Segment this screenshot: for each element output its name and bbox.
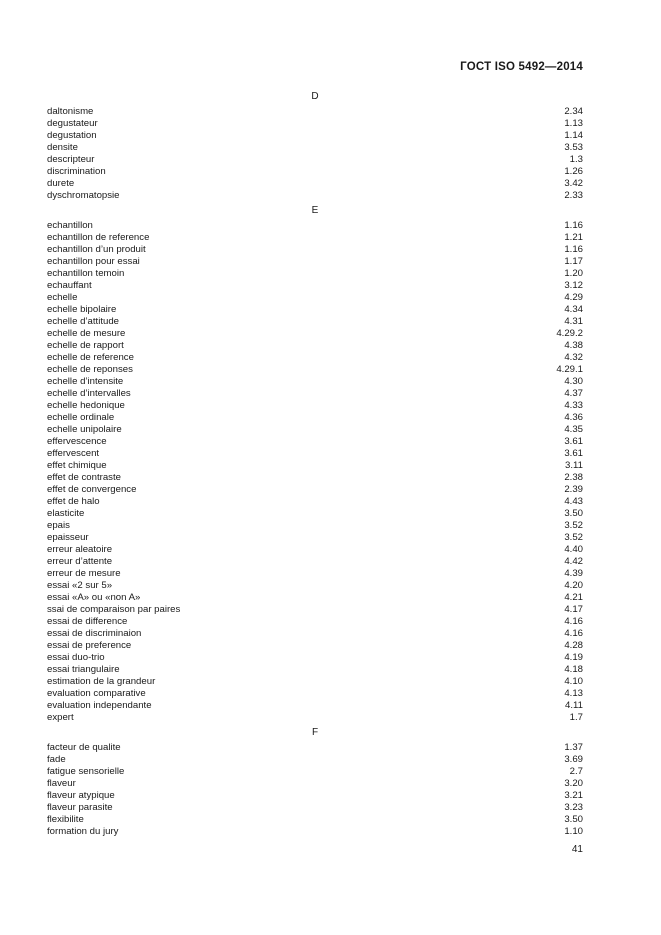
entry-reference: 3.61 (564, 448, 583, 459)
index-entry (47, 532, 583, 544)
index-entry (47, 508, 583, 520)
index-entry (47, 352, 583, 364)
entry-reference: 1.16 (564, 244, 583, 255)
index-entry (47, 778, 583, 790)
entry-reference: 1.10 (564, 826, 583, 837)
entry-reference: 3.61 (564, 436, 583, 447)
entry-term: effet de halo (47, 496, 100, 507)
entry-term: echelle (47, 292, 78, 303)
entry-reference: 4.16 (564, 628, 583, 639)
entry-term: descripteur (47, 154, 95, 165)
entry-reference: 4.37 (564, 388, 583, 399)
entry-term: echantillon pour essai (47, 256, 140, 267)
entry-term: epaisseur (47, 532, 89, 543)
entry-reference: 3.69 (564, 754, 583, 765)
entry-term: echelle d’intensite (47, 376, 124, 387)
index-entry (47, 340, 583, 352)
entry-term: echelle d’intervalles (47, 388, 131, 399)
index-entry (47, 118, 583, 130)
index-entry (47, 412, 583, 424)
index-entry (47, 436, 583, 448)
entry-term: discrimination (47, 166, 106, 177)
entry-term: dyschromatopsie (47, 190, 120, 201)
index-entry (47, 316, 583, 328)
index-entry (47, 802, 583, 814)
entry-term: formation du jury (47, 826, 119, 837)
entry-term: echelle de reference (47, 352, 134, 363)
entry-term: flaveur (47, 778, 76, 789)
entry-term: flexibilite (47, 814, 84, 825)
index-entry (47, 712, 583, 724)
index-entry (47, 664, 583, 676)
entry-reference: 1.21 (564, 232, 583, 243)
section-letter: D (311, 91, 319, 102)
entry-term: erreur aleatoire (47, 544, 113, 555)
entry-term: epais (47, 520, 70, 531)
index-entry (47, 154, 583, 166)
index-entry (47, 424, 583, 436)
entry-reference: 2.38 (564, 472, 583, 483)
entry-reference: 1.26 (564, 166, 583, 177)
entry-term: evaluation comparative (47, 688, 146, 699)
index-entry (47, 268, 583, 280)
entry-term: estimation de la grandeur (47, 676, 156, 687)
entry-term: effet de convergence (47, 484, 137, 495)
index-entry (47, 328, 583, 340)
entry-reference: 3.52 (564, 532, 583, 543)
entry-term: essai de preference (47, 640, 132, 651)
entry-reference: 3.50 (564, 508, 583, 519)
entry-term: fade (47, 754, 66, 765)
index-section (47, 727, 583, 838)
index-entry (47, 604, 583, 616)
standard-header: ГОСТ ISO 5492—2014 (460, 61, 583, 73)
index-entry (47, 166, 583, 178)
entry-term: degustation (47, 130, 97, 141)
entry-reference: 4.13 (564, 688, 583, 699)
entry-reference: 4.11 (565, 700, 583, 711)
index-entry (47, 130, 583, 142)
entry-reference: 4.35 (564, 424, 583, 435)
index-section (47, 91, 583, 202)
entry-reference: 4.31 (564, 316, 583, 327)
entry-term: essai «2 sur 5» (47, 580, 113, 591)
entry-reference: 4.34 (564, 304, 583, 315)
entry-term: erreur d’attente (47, 556, 113, 567)
entry-term: essai de difference (47, 616, 128, 627)
entry-reference: 4.17 (564, 604, 583, 615)
entry-term: expert (47, 712, 74, 723)
index-entry (47, 742, 583, 754)
entry-reference: 4.33 (564, 400, 583, 411)
entry-term: echantillon temoin (47, 268, 125, 279)
entry-term: echelle bipolaire (47, 304, 117, 315)
page-number: 41 (571, 844, 583, 855)
entry-term: essai de discriminaion (47, 628, 142, 639)
entry-term: daltonisme (47, 106, 94, 117)
section-letter: E (311, 205, 319, 216)
entry-reference: 4.28 (564, 640, 583, 651)
index-entry (47, 700, 583, 712)
entry-term: echelle ordinale (47, 412, 115, 423)
entry-term: flaveur parasite (47, 802, 113, 813)
entry-reference: 4.29.1 (556, 364, 583, 375)
index-entry (47, 544, 583, 556)
entry-term: evaluation independante (47, 700, 152, 711)
index-entry (47, 364, 583, 376)
index-entry (47, 460, 583, 472)
entry-reference: 1.7 (569, 712, 583, 723)
index-section (47, 205, 583, 724)
entry-reference: 4.19 (564, 652, 583, 663)
entry-reference: 1.13 (564, 118, 583, 129)
index-entry (47, 640, 583, 652)
index-entry (47, 556, 583, 568)
entry-reference: 3.12 (564, 280, 583, 291)
index-entry (47, 280, 583, 292)
entry-reference: 3.50 (564, 814, 583, 825)
entry-reference: 4.30 (564, 376, 583, 387)
entry-term: degustateur (47, 118, 98, 129)
entry-term: echantillon de reference (47, 232, 150, 243)
entry-reference: 4.42 (564, 556, 583, 567)
index-entry (47, 568, 583, 580)
entry-reference: 3.52 (564, 520, 583, 531)
entry-term: echelle unipolaire (47, 424, 122, 435)
entry-reference: 3.23 (564, 802, 583, 813)
index-content (47, 91, 583, 838)
index-entry (47, 790, 583, 802)
index-entry (47, 688, 583, 700)
entry-term: fatigue sensorielle (47, 766, 125, 777)
entry-term: essai triangulaire (47, 664, 120, 675)
index-entry (47, 376, 583, 388)
index-entry (47, 232, 583, 244)
entry-term: echelle de rapport (47, 340, 124, 351)
entry-reference: 1.3 (569, 154, 583, 165)
index-entry (47, 178, 583, 190)
entry-term: flaveur atypique (47, 790, 115, 801)
entry-reference: 1.14 (564, 130, 583, 141)
entry-term: essai «A» ou «non A» (47, 592, 141, 603)
entry-term: echelle de mesure (47, 328, 126, 339)
entry-term: effervescence (47, 436, 107, 447)
entry-reference: 3.21 (564, 790, 583, 801)
entry-reference: 4.10 (564, 676, 583, 687)
index-entry (47, 496, 583, 508)
index-entry (47, 628, 583, 640)
index-entry (47, 142, 583, 154)
entry-term: echelle d’attitude (47, 316, 120, 327)
index-entry (47, 484, 583, 496)
entry-reference: 1.20 (564, 268, 583, 279)
entry-reference: 3.42 (564, 178, 583, 189)
entry-term: echelle hedonique (47, 400, 125, 411)
entry-term: elasticite (47, 508, 85, 519)
index-entry (47, 766, 583, 778)
entry-reference: 2.7 (569, 766, 583, 777)
index-entry (47, 652, 583, 664)
index-entry (47, 472, 583, 484)
entry-term: facteur de qualite (47, 742, 121, 753)
entry-term: essai duo-trio (47, 652, 105, 663)
index-entry (47, 256, 583, 268)
entry-reference: 4.29.2 (556, 328, 583, 339)
entry-reference: 4.32 (564, 352, 583, 363)
entry-reference: 3.20 (564, 778, 583, 789)
index-entry (47, 220, 583, 232)
entry-term: effet chimique (47, 460, 107, 471)
index-entry (47, 244, 583, 256)
entry-term: erreur de mesure (47, 568, 121, 579)
entry-term: effet de contraste (47, 472, 121, 483)
index-entry (47, 580, 583, 592)
index-entry (47, 616, 583, 628)
index-entry (47, 448, 583, 460)
entry-reference: 2.34 (564, 106, 583, 117)
entry-reference: 4.40 (564, 544, 583, 555)
entry-reference: 1.17 (564, 256, 583, 267)
index-entry (47, 292, 583, 304)
index-entry (47, 400, 583, 412)
index-entry (47, 826, 583, 838)
entry-reference: 2.39 (564, 484, 583, 495)
entry-reference: 1.16 (564, 220, 583, 231)
entry-reference: 3.53 (564, 142, 583, 153)
index-entry (47, 814, 583, 826)
entry-reference: 4.29 (564, 292, 583, 303)
index-entry (47, 106, 583, 118)
entry-reference: 4.20 (564, 580, 583, 591)
entry-reference: 4.38 (564, 340, 583, 351)
entry-term: durete (47, 178, 75, 189)
index-entry (47, 520, 583, 532)
entry-term: echantillon d’un produit (47, 244, 146, 255)
entry-term: echantillon (47, 220, 93, 231)
entry-reference: 4.39 (564, 568, 583, 579)
index-entry (47, 676, 583, 688)
section-letter: F (311, 727, 319, 738)
index-entry (47, 388, 583, 400)
entry-reference: 4.36 (564, 412, 583, 423)
index-entry (47, 592, 583, 604)
entry-reference: 2.33 (564, 190, 583, 201)
entry-reference: 4.21 (564, 592, 583, 603)
entry-reference: 4.43 (564, 496, 583, 507)
entry-term: effervescent (47, 448, 100, 459)
entry-term: echelle de reponses (47, 364, 133, 375)
entry-reference: 4.16 (564, 616, 583, 627)
entry-reference: 4.18 (564, 664, 583, 675)
entry-term: ssai de comparaison par paires (47, 604, 181, 615)
index-entry (47, 754, 583, 766)
index-entry (47, 190, 583, 202)
entry-term: echauffant (47, 280, 92, 291)
entry-reference: 3.11 (565, 460, 583, 471)
index-entry (47, 304, 583, 316)
entry-reference: 1.37 (564, 742, 583, 753)
entry-term: densite (47, 142, 78, 153)
